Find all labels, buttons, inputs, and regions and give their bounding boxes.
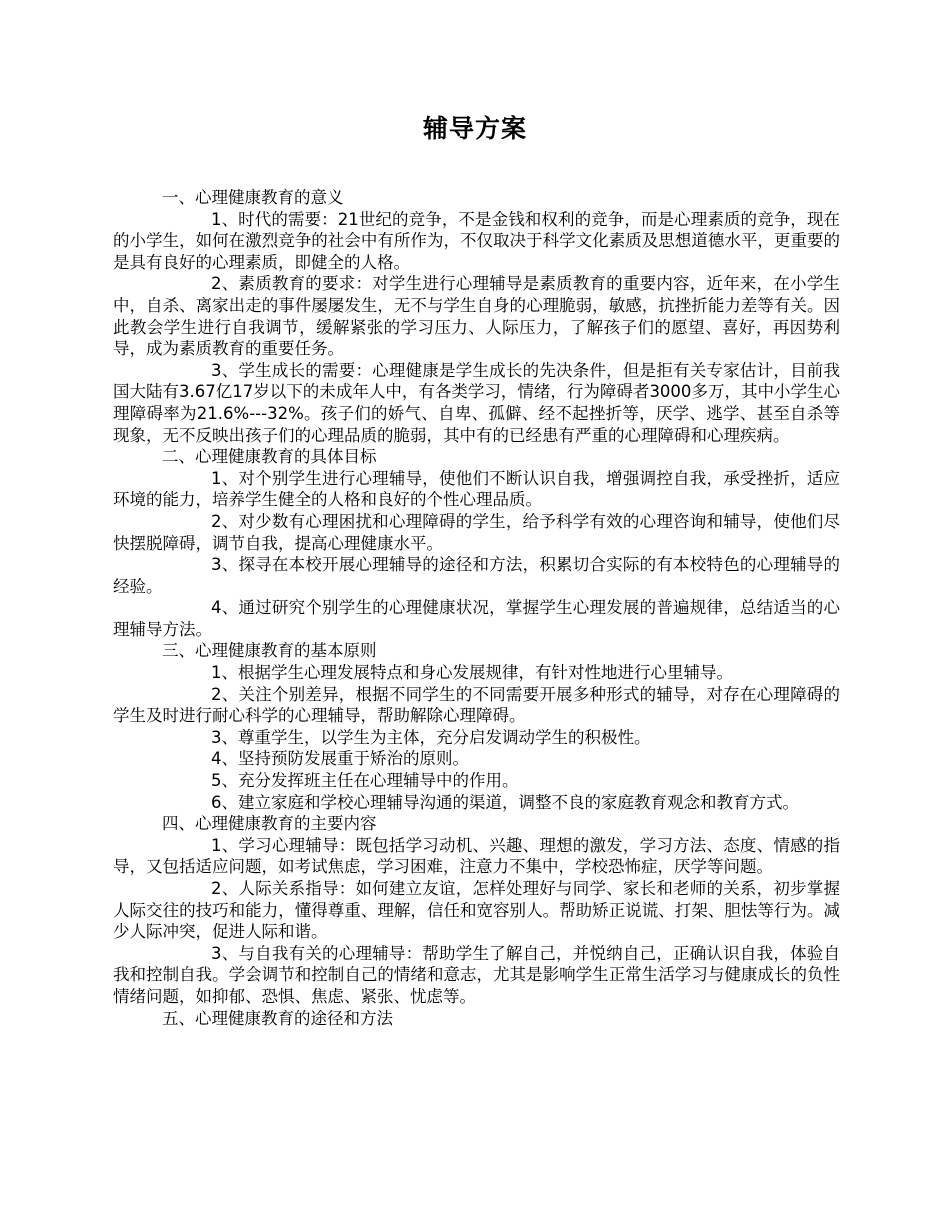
paragraph: 6、建立家庭和学校心理辅导沟通的渠道，调整不良的家庭教育观念和教育方式。 — [211, 792, 799, 812]
section-heading: 三、心理健康教育的基本原则 — [162, 641, 377, 661]
paragraph: 1、时代的需要：21世纪的竞争，不是金钱和权利的竞争，而是心理素质的竞争，现在的小学生，如何在激烈竞争的社会中有所作为，不仅取决于科学文化素质及思想道德水平，更重要的是具有良好的心理素质，即健全的人格。 — [113, 209, 840, 272]
paragraph: 1、根据学生心理发展特点和身心发展规律，有针对性地进行心里辅导。 — [211, 663, 733, 683]
paragraph: 2、人际关系指导：如何建立友谊，怎样处理好与同学、家长和老师的关系，初步掌握人际交往的技巧和能力，懂得尊重、理解，信任和宽容别人。帮助矫正说谎、打架、胆怯等行为。减少人际冲突，促进人际和谐。 — [113, 879, 840, 942]
paragraph: 4、坚持预防发展重于矫治的原则。 — [211, 749, 469, 769]
section-heading: 五、心理健康教育的途径和方法 — [162, 1008, 393, 1028]
paragraph: 4、通过研究个别学生的心理健康状况，掌握学生心理发展的普遍规律，总结适当的心理辅导方法。 — [113, 598, 840, 639]
paragraph: 1、学习心理辅导：既包括学习动机、兴趣、理想的激发，学习方法、态度、情感的指导，又包括适应问题，如考试焦虑，学习困难，注意力不集中，学校恐怖症，厌学等问题。 — [113, 835, 840, 877]
paragraph: 2、素质教育的要求：对学生进行心理辅导是素质教育的重要内容，近年来，在小学生中，自杀、离家出走的事件屡屡发生，无不与学生自身的心理脆弱，敏感，抗挫折能力差等有关。因此教会学生进行自我调节，缓解紧张的学习压力、人际压力，了解孩子们的愿望、喜好，再因势利导，成为素质教育的重要任务。 — [113, 274, 840, 359]
section-heading: 四、心理健康教育的主要内容 — [162, 814, 377, 834]
section-heading: 一、心理健康教育的意义 — [162, 188, 344, 207]
paragraph: 2、关注个别差异，根据不同学生的不同需要开展多种形式的辅导，对存在心理障碍的学生及时进行耐心科学的心理辅导，帮助解除心理障碍。 — [113, 684, 840, 726]
paragraph: 5、充分发挥班主任在心理辅导中的作用。 — [211, 771, 519, 791]
paragraph: 3、尊重学生，以学生为主体，充分启发调动学生的积极性。 — [211, 727, 651, 747]
paragraph: 3、与自我有关的心理辅导：帮助学生了解自己，并悦纳自己，正确认识自我，体验自我和控制自我。学会调节和控制自己的情绪和意志，尤其是影响学生正常生活学习与健康成长的负性情绪问题，如抑郁、恐惧、焦虑、紧张、忧虑等。 — [113, 943, 840, 1006]
paragraph: 1、对个别学生进行心理辅导，使他们不断认识自我，增强调控自我，承受挫折，适应环境的能力，培养学生健全的人格和良好的个性心理品质。 — [113, 468, 840, 510]
paragraph: 2、对少数有心理困扰和心理障碍的学生，给予科学有效的心理咨询和辅导，使他们尽快摆脱障碍，调节自我，提高心理健康水平。 — [113, 511, 840, 553]
paragraph: 3、学生成长的需要：心理健康是学生成长的先决条件，但是拒有关专家估计，目前我国大陆有3.67亿17岁以下的未成年人中，有各类学习，情绪，行为障碍者3000多万，其中小学生心理障碍率为21.6%---32%。孩子们的娇气、自卑、孤僻、经不起挫折等，厌学、逃学、甚至自杀等现象，无不反映出孩子们的心理品质的脆弱，其中有的已经患有严重的心理障碍和心理疾病。 — [113, 360, 840, 445]
document-title: 辅导方案 — [422, 114, 527, 143]
document-body — [113, 187, 840, 1029]
section-heading: 二、心理健康教育的具体目标 — [162, 447, 377, 467]
paragraph: 3、探寻在本校开展心理辅导的途径和方法，积累切合实际的有本校特色的心理辅导的经验。 — [113, 555, 840, 596]
